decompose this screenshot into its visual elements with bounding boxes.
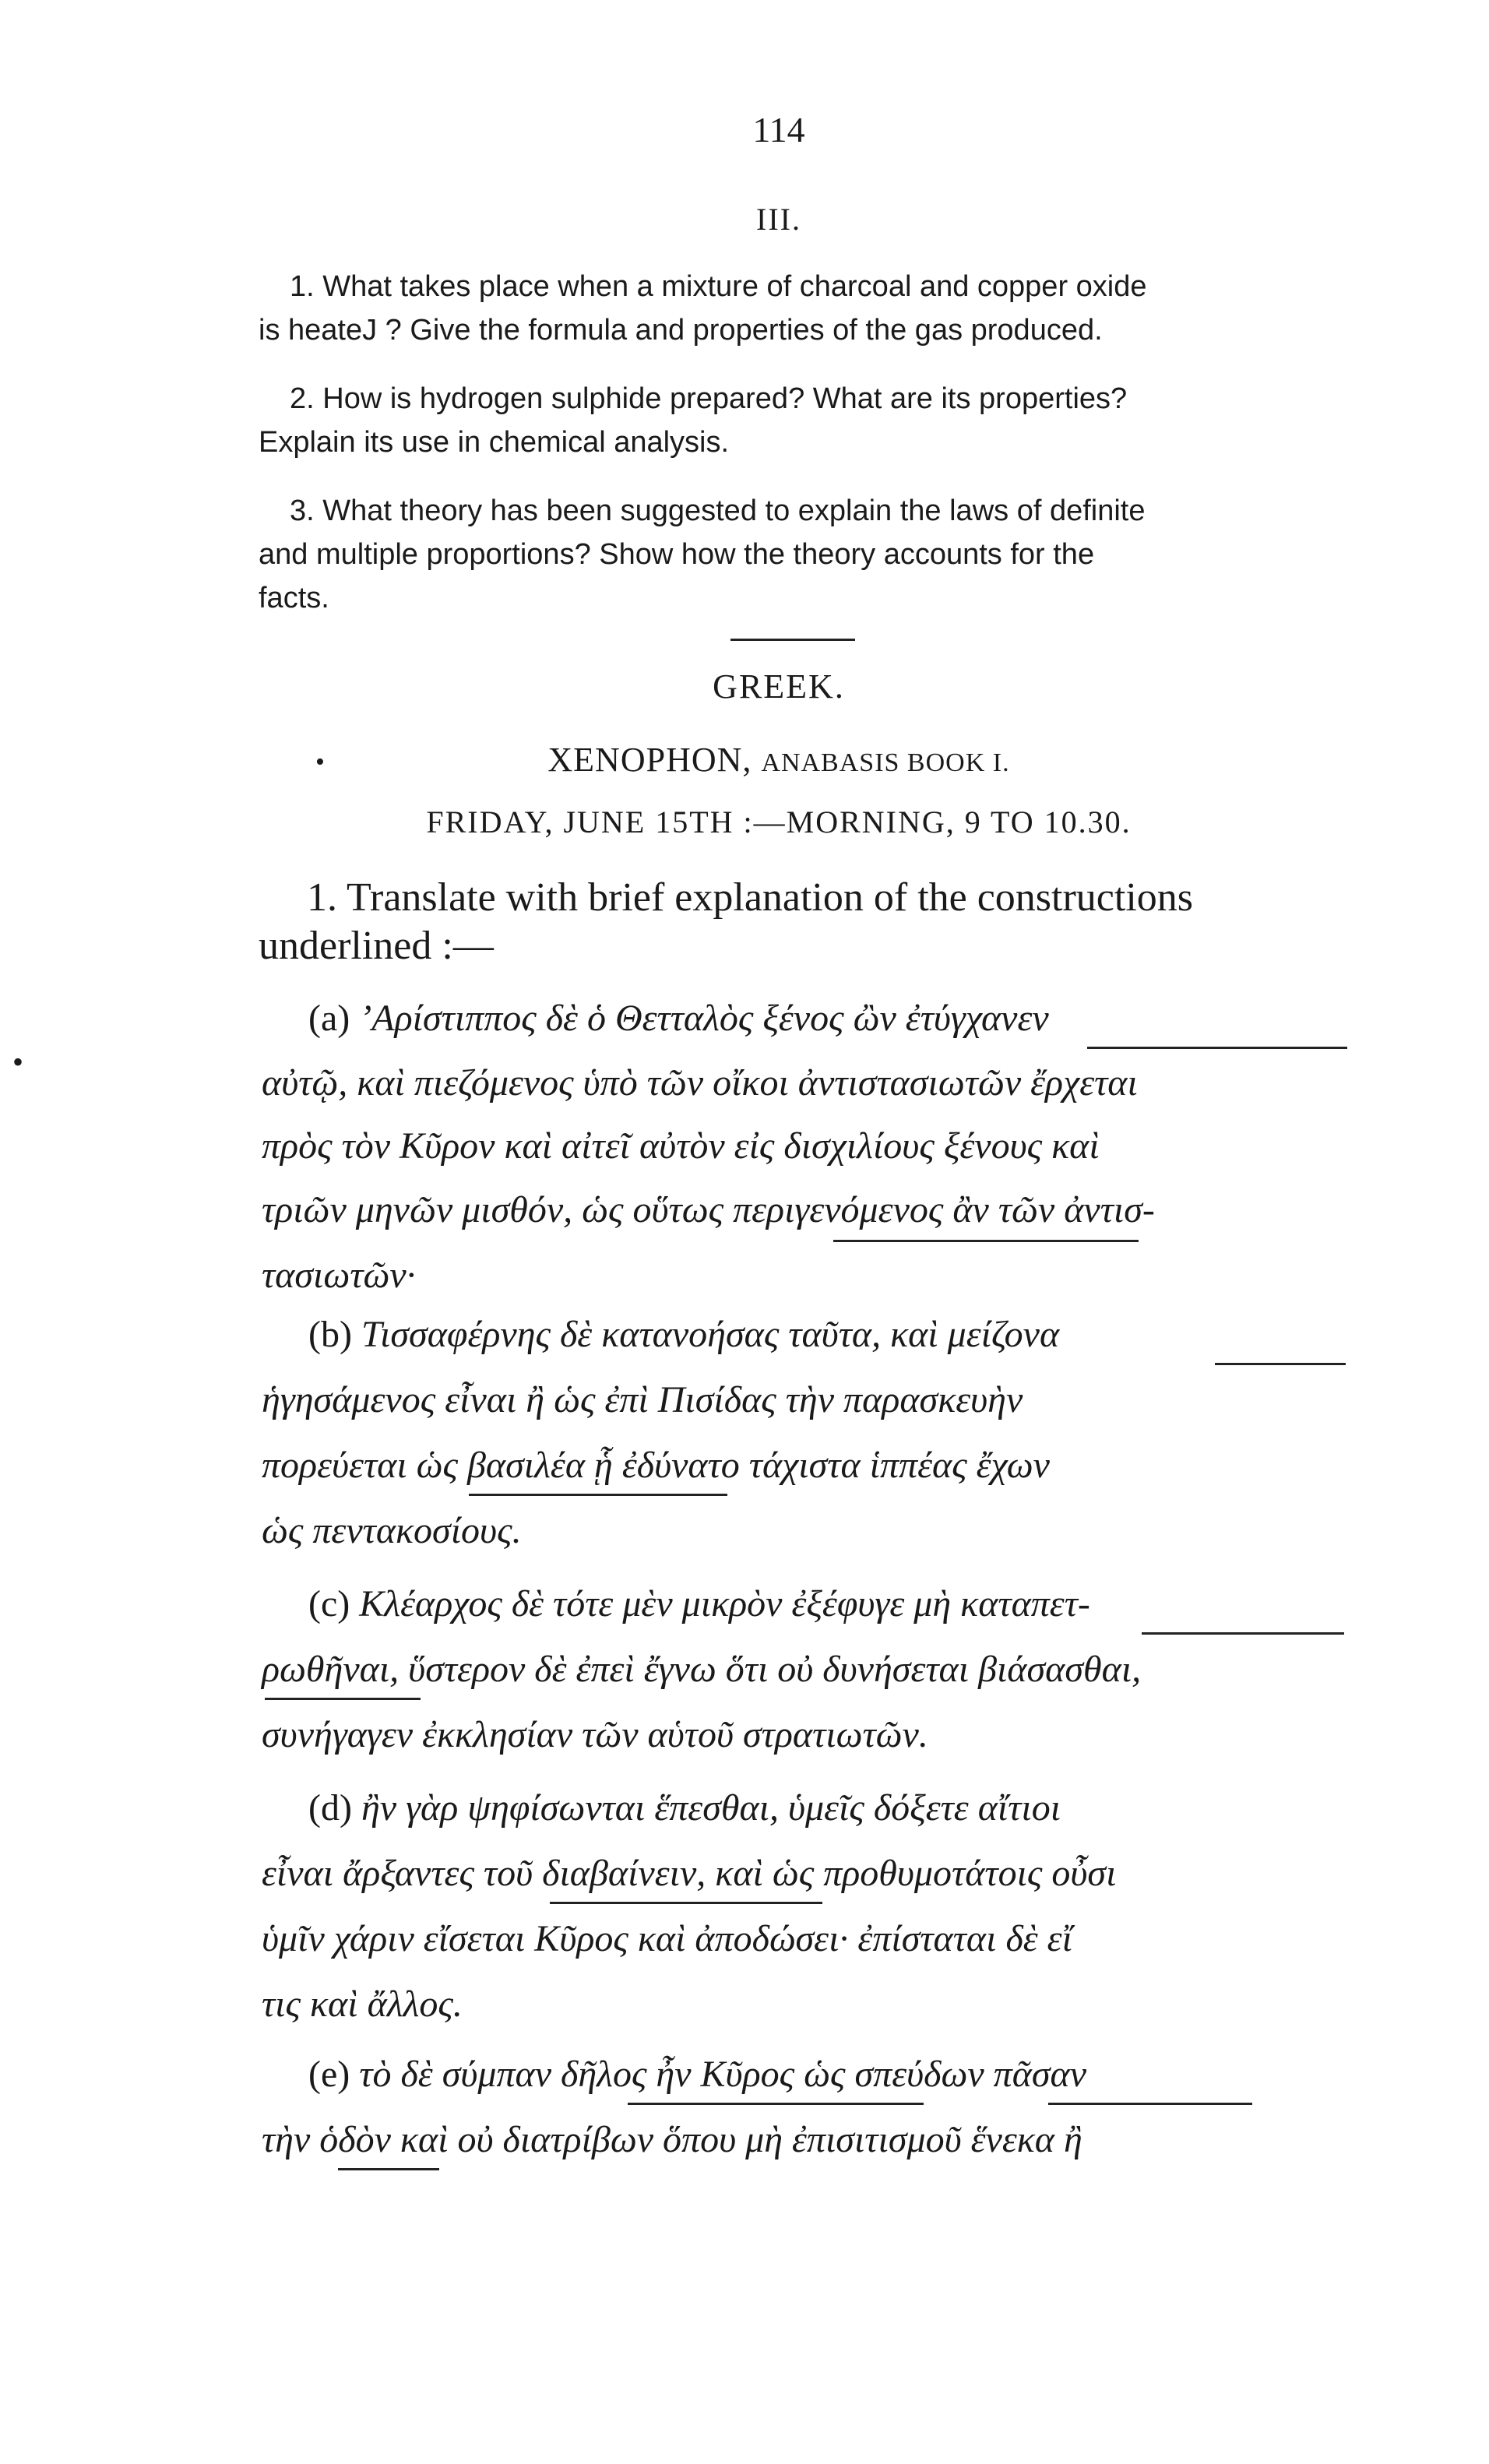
underline-a-2 — [833, 1240, 1139, 1242]
author-name: XENOPHON, — [547, 741, 752, 779]
instruction — [259, 874, 1357, 970]
underline-b-2 — [469, 1494, 727, 1496]
chem-q2-line1: 2. How is hydrogen sulphide prepared? What are its properties? — [290, 382, 1128, 415]
instruction-line2: underlined :— — [259, 924, 494, 968]
chem-question-1 — [259, 265, 1357, 352]
passage-e-line1: (e) τὸ δὲ σύμπαν δῆλος ἦν Κῦρος ὡς σπεύδων πᾶσαν — [308, 2054, 1087, 2095]
subject-heading: GREEK. — [713, 667, 845, 706]
section-number: III. — [756, 202, 801, 237]
underline-a-1 — [1087, 1047, 1347, 1049]
date-line: FRIDAY, JUNE 15TH :—MORNING, 9 TO 10.30. — [426, 804, 1132, 840]
chem-question-3 — [259, 489, 1357, 620]
passage-b-line1: (b) Τισσαφέρνης δὲ κατανοήσας ταῦτα, καὶ μείζονα — [308, 1314, 1060, 1355]
margin-mark: • — [12, 1044, 24, 1079]
passage-a-line3: πρὸς τὸν Κῦρον καὶ αἰτεῖ αὐτὸν εἰς δισχιλίους ξένους καὶ — [262, 1125, 1100, 1167]
passage-c-line1: (c) Κλέαρχος δὲ τότε μὲν μικρὸν ἐξέφυγε μὴ καταπετ- — [308, 1583, 1090, 1624]
chem-q3-line2: and multiple proportions? Show how the theory accounts for the — [259, 538, 1095, 571]
underline-e-1 — [628, 2103, 924, 2105]
passage-d-line1: (d) ἢν γὰρ ψηφίσωνται ἕπεσθαι, ὑμεῖς δόξετε αἴτιοι — [308, 1787, 1061, 1829]
passage-e-line2: τὴν ὁδὸν καὶ οὐ διατρίβων ὅπου μὴ ἐπισιτισμοῦ ἕνεκα ἢ — [262, 2119, 1082, 2160]
stray-mark: • — [315, 748, 325, 776]
author-work-heading — [0, 740, 1489, 780]
underline-e-2 — [1048, 2103, 1252, 2105]
passage-a-line2: αὐτῷ, καὶ πιεζόμενος ὑπὸ τῶν οἴκοι ἀντιστασιωτῶν ἔρχεται — [262, 1062, 1138, 1104]
chem-question-2 — [259, 377, 1357, 464]
passage-d-line2: εἶναι ἄρξαντες τοῦ διαβαίνειν, καὶ ὡς προθυμοτάτοις οὖσι — [262, 1853, 1117, 1894]
passage-a-line5: τασιωτῶν· — [262, 1255, 416, 1296]
passage-b-line2: ἡγησάμενος εἶναι ἢ ὡς ἐπὶ Πισίδας τὴν παρασκευὴν — [262, 1379, 1023, 1420]
section-divider — [730, 639, 855, 641]
page-number: 114 — [752, 110, 805, 150]
passage-d-line4: τις καὶ ἄλλος. — [262, 1984, 463, 2025]
chem-q1-line2: is heateJ ? Give the formula and properties of the gas produced. — [259, 314, 1103, 347]
chem-q3-line3: facts. — [259, 582, 329, 614]
chem-q3-line1: 3. What theory has been suggested to explain the laws of definite — [290, 495, 1146, 527]
underline-b-1 — [1215, 1363, 1346, 1365]
underline-d-1 — [550, 1902, 822, 1904]
chem-q1-line1: 1. What takes place when a mixture of charcoal and copper oxide — [290, 270, 1147, 303]
underline-c-2 — [265, 1698, 421, 1700]
chem-q2-line2: Explain its use in chemical analysis. — [259, 426, 730, 459]
passage-b-line3: πορεύεται ὡς βασιλέα ᾗ ἐδύνατο τάχιστα ἱππέας ἔχων — [262, 1445, 1050, 1486]
passage-d-line3: ὑμῖν χάριν εἴσεται Κῦρος καὶ ἀποδώσει· ἐπίσταται δὲ εἴ — [262, 1918, 1072, 1959]
underline-c-1 — [1142, 1632, 1344, 1635]
passage-c-line2: ρωθῆναι, ὕστερον δὲ ἐπεὶ ἔγνω ὅτι οὐ δυνήσεται βιάσασθαι, — [262, 1649, 1142, 1690]
passage-a-line4: τριῶν μηνῶν μισθόν, ὡς οὕτως περιγενόμενος ἂν τῶν ἀντισ- — [262, 1189, 1155, 1230]
passage-c-line3: συνήγαγεν ἐκκλησίαν τῶν αὑτοῦ στρατιωτῶν. — [262, 1714, 928, 1755]
instruction-line1: 1. Translate with brief explanation of the constructions — [307, 875, 1194, 920]
underline-e-3 — [338, 2168, 439, 2170]
work-title: ANABASIS BOOK I. — [761, 748, 1010, 777]
passage-a-line1: (a) ’Αρίστιππος δὲ ὁ Θετταλὸς ξένος ὢν ἐτύγχανεν — [308, 998, 1049, 1039]
passage-b-line4: ὡς πεντακοσίους. — [262, 1510, 522, 1551]
